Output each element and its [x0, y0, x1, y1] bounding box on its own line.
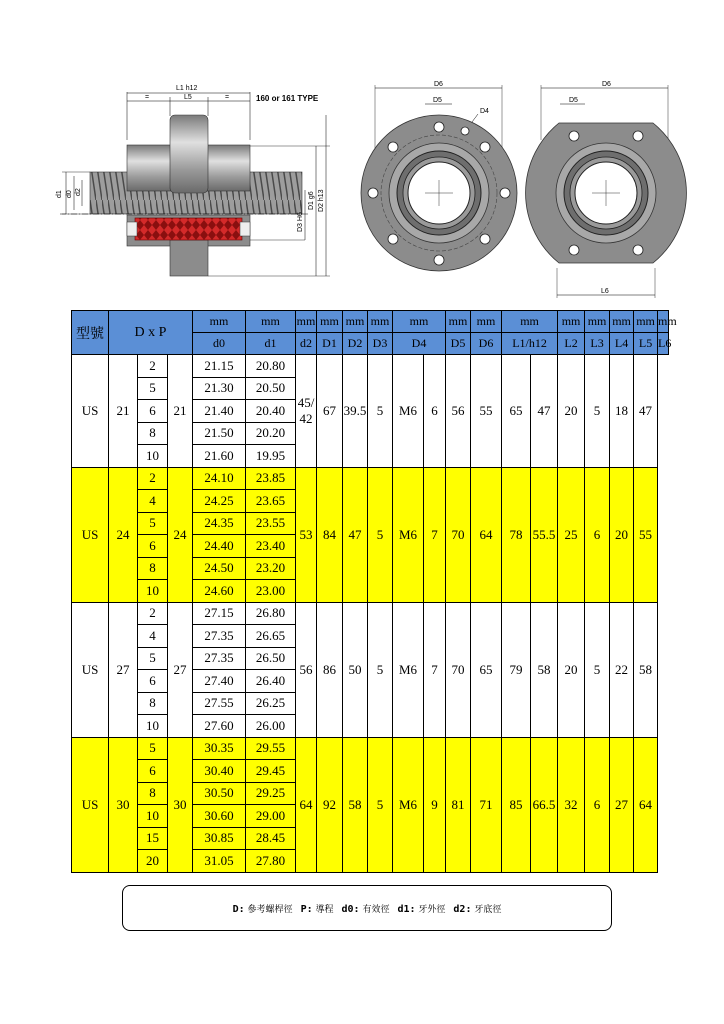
cell-D: 24 — [109, 467, 138, 602]
cell-d1: 30.35 — [193, 737, 246, 760]
dim-d2: d2 — [75, 188, 82, 196]
cell-d2: 26.65 — [246, 625, 296, 648]
legend-item — [453, 902, 501, 915]
unit: mm — [446, 311, 471, 333]
cell-L4: 5 — [585, 602, 610, 737]
cell-L2: 66.5 — [531, 737, 558, 872]
cell-d2: 26.40 — [246, 670, 296, 693]
dim-D1: D1 g6 — [308, 191, 315, 210]
cell-D3: 39.5 — [343, 355, 368, 468]
unit: mm — [317, 311, 343, 333]
cell-L4: 6 — [585, 467, 610, 602]
cell-D5: 7 — [424, 467, 446, 602]
cell-D1: 53 — [296, 467, 317, 602]
table-body — [72, 355, 669, 873]
cell-D6: 81 — [446, 737, 471, 872]
unit: mm — [634, 311, 658, 333]
cell-L3: 20 — [558, 355, 585, 468]
cell-model: US — [72, 355, 109, 468]
dim-D2: D2 h13 — [318, 189, 325, 212]
dim-D4: D4 — [480, 108, 489, 115]
header-d2: d2 — [296, 333, 317, 355]
cell-d0: 24 — [168, 467, 193, 602]
cell-D3: 58 — [343, 737, 368, 872]
cell-d2: 26.25 — [246, 692, 296, 715]
header-D1: D1 — [317, 333, 343, 355]
cell-d1: 30.60 — [193, 805, 246, 828]
cell-P: 8 — [138, 692, 168, 715]
cell-D6: 56 — [446, 355, 471, 468]
cell-P: 8 — [138, 422, 168, 445]
cell-P: 10 — [138, 445, 168, 468]
cell-d1: 30.40 — [193, 760, 246, 783]
cell-d1: 21.50 — [193, 422, 246, 445]
cell-L2: 58 — [531, 602, 558, 737]
cell-d1: 30.50 — [193, 782, 246, 805]
cell-d1: 21.40 — [193, 400, 246, 423]
dim-eq-right: = — [225, 94, 230, 101]
unit: mm — [296, 311, 317, 333]
header-D5: D5 — [446, 333, 471, 355]
cell-L1b: 78 — [502, 467, 531, 602]
cell-D5: 7 — [424, 602, 446, 737]
cell-L2: 55.5 — [531, 467, 558, 602]
cell-L4: 6 — [585, 737, 610, 872]
dim-D6-round: D6 — [434, 81, 443, 88]
cell-P: 10 — [138, 580, 168, 603]
legend-item — [233, 902, 293, 915]
unit: mm — [585, 311, 610, 333]
header-d1: d1 — [246, 333, 296, 355]
header-dxp: D x P — [109, 311, 193, 355]
cell-P: 6 — [138, 760, 168, 783]
cell-D1: 45/ 42 — [296, 355, 317, 468]
cell-d2: 23.55 — [246, 512, 296, 535]
cell-d1: 27.15 — [193, 602, 246, 625]
cell-P: 4 — [138, 490, 168, 513]
cell-d1: 21.60 — [193, 445, 246, 468]
cell-d2: 19.95 — [246, 445, 296, 468]
cell-D1: 64 — [296, 737, 317, 872]
dim-d1: d1 — [56, 190, 63, 198]
header-D4: D4 — [393, 333, 446, 355]
cell-D1: 56 — [296, 602, 317, 737]
cell-d1: 24.60 — [193, 580, 246, 603]
cell-L1b: 79 — [502, 602, 531, 737]
cell-P: 6 — [138, 670, 168, 693]
header-L5: L5 — [634, 333, 658, 355]
header-D3: D3 — [368, 333, 393, 355]
unit: mm — [502, 311, 558, 333]
cell-d2: 29.00 — [246, 805, 296, 828]
cell-D4b: M6 — [393, 737, 424, 872]
cell-d2: 29.25 — [246, 782, 296, 805]
legend-box — [122, 885, 612, 931]
cell-D6: 70 — [446, 602, 471, 737]
table-row — [72, 737, 669, 760]
technical-drawings — [0, 0, 724, 305]
dim-L5: L5 — [184, 94, 192, 101]
cell-d2: 20.50 — [246, 377, 296, 400]
cell-d1: 27.35 — [193, 625, 246, 648]
cell-L5: 22 — [610, 602, 634, 737]
cell-D4a: 5 — [368, 602, 393, 737]
cell-L6: 64 — [634, 737, 658, 872]
cell-d2: 26.00 — [246, 715, 296, 738]
legend-key: d1: — [397, 903, 416, 915]
header-D6: D6 — [471, 333, 502, 355]
cell-d2: 23.65 — [246, 490, 296, 513]
cell-d1: 24.10 — [193, 467, 246, 490]
header-L6: L6 — [658, 333, 669, 355]
type-label: 160 or 161 TYPE — [256, 94, 319, 103]
cell-L6: 47 — [634, 355, 658, 468]
cell-P: 5 — [138, 647, 168, 670]
cell-D2: 67 — [317, 355, 343, 468]
cell-D4a: 5 — [368, 355, 393, 468]
unit: mm — [246, 311, 296, 333]
cell-d1: 24.25 — [193, 490, 246, 513]
legend-item — [397, 902, 445, 915]
cell-d0: 27 — [168, 602, 193, 737]
unit: mm — [368, 311, 393, 333]
cell-L5: 27 — [610, 737, 634, 872]
cell-P: 10 — [138, 805, 168, 828]
cell-L5: 18 — [610, 355, 634, 468]
dim-L1: L1 h12 — [176, 85, 198, 92]
cell-d2: 20.40 — [246, 400, 296, 423]
dim-D3: D3 H6 — [297, 212, 304, 232]
cell-d2: 26.50 — [246, 647, 296, 670]
cell-d2: 23.85 — [246, 467, 296, 490]
legend-text: 牙外徑 — [418, 904, 446, 915]
unit: mm — [193, 311, 246, 333]
header-D2: D2 — [343, 333, 368, 355]
legend-key: D: — [232, 903, 245, 915]
cell-model: US — [72, 737, 109, 872]
header-L1: L1/h12 — [502, 333, 558, 355]
cell-L1a: 71 — [471, 737, 502, 872]
cell-P: 10 — [138, 715, 168, 738]
legend-text: 牙底徑 — [474, 904, 502, 915]
front-view-square — [526, 81, 687, 298]
cell-L4: 5 — [585, 355, 610, 468]
legend-text: 參考螺桿徑 — [247, 904, 293, 915]
unit: mm — [658, 311, 669, 333]
cell-D: 27 — [109, 602, 138, 737]
table-row — [72, 355, 669, 378]
unit: mm — [393, 311, 446, 333]
cell-L5: 20 — [610, 467, 634, 602]
cell-D2: 84 — [317, 467, 343, 602]
cell-L3: 25 — [558, 467, 585, 602]
cell-D5: 6 — [424, 355, 446, 468]
cell-P: 4 — [138, 625, 168, 648]
side-view — [56, 85, 330, 276]
cell-d2: 29.55 — [246, 737, 296, 760]
cell-d0: 30 — [168, 737, 193, 872]
cell-L2: 47 — [531, 355, 558, 468]
cell-d1: 21.15 — [193, 355, 246, 378]
cell-d1: 31.05 — [193, 850, 246, 873]
dim-D5-square: D5 — [569, 97, 578, 104]
cell-L6: 58 — [634, 602, 658, 737]
cell-d1: 27.40 — [193, 670, 246, 693]
cell-D5: 9 — [424, 737, 446, 872]
cell-L1a: 64 — [471, 467, 502, 602]
cell-D4b: M6 — [393, 602, 424, 737]
cell-model: US — [72, 467, 109, 602]
header-L4: L4 — [610, 333, 634, 355]
dim-D6-square: D6 — [602, 81, 611, 88]
cell-d1: 30.85 — [193, 827, 246, 850]
dim-D5-round: D5 — [433, 97, 442, 104]
dim-eq-left: = — [145, 94, 150, 101]
spec-table — [71, 310, 677, 873]
cell-D4b: M6 — [393, 467, 424, 602]
cell-P: 5 — [138, 737, 168, 760]
cell-D4a: 5 — [368, 467, 393, 602]
cell-d2: 28.45 — [246, 827, 296, 850]
cell-d1: 27.35 — [193, 647, 246, 670]
cell-model: US — [72, 602, 109, 737]
unit: mm — [471, 311, 502, 333]
cell-D: 21 — [109, 355, 138, 468]
cell-d2: 26.80 — [246, 602, 296, 625]
cell-L1a: 65 — [471, 602, 502, 737]
header-L2: L2 — [558, 333, 585, 355]
cell-d1: 27.60 — [193, 715, 246, 738]
legend-key: d0: — [341, 903, 360, 915]
header-d0: d0 — [193, 333, 246, 355]
cell-d2: 27.80 — [246, 850, 296, 873]
cell-d2: 20.80 — [246, 355, 296, 378]
cell-P: 8 — [138, 782, 168, 805]
cell-P: 6 — [138, 535, 168, 558]
legend-key: d2: — [453, 903, 472, 915]
legend-text: 有效徑 — [362, 904, 390, 915]
legend-key: P: — [300, 903, 313, 915]
cell-d1: 24.50 — [193, 557, 246, 580]
unit: mm — [610, 311, 634, 333]
cell-d1: 24.35 — [193, 512, 246, 535]
cell-P: 5 — [138, 377, 168, 400]
unit: mm — [558, 311, 585, 333]
header-L3: L3 — [585, 333, 610, 355]
legend-item — [342, 902, 390, 915]
cell-L1b: 65 — [502, 355, 531, 468]
cell-L1b: 85 — [502, 737, 531, 872]
cell-P: 5 — [138, 512, 168, 535]
cell-D: 30 — [109, 737, 138, 872]
cell-L6: 55 — [634, 467, 658, 602]
dim-d0: d0 — [66, 190, 73, 198]
cell-D2: 92 — [317, 737, 343, 872]
cell-P: 2 — [138, 602, 168, 625]
cell-d2: 20.20 — [246, 422, 296, 445]
cell-d1: 21.30 — [193, 377, 246, 400]
cell-d1: 27.55 — [193, 692, 246, 715]
unit: mm — [343, 311, 368, 333]
legend-item — [301, 902, 334, 915]
legend-text: 導程 — [315, 904, 334, 915]
cell-P: 2 — [138, 355, 168, 378]
cell-P: 15 — [138, 827, 168, 850]
cell-d2: 29.45 — [246, 760, 296, 783]
cell-L1a: 55 — [471, 355, 502, 468]
cell-L3: 20 — [558, 602, 585, 737]
cell-d0: 21 — [168, 355, 193, 468]
cell-d2: 23.40 — [246, 535, 296, 558]
cell-D6: 70 — [446, 467, 471, 602]
cell-D2: 86 — [317, 602, 343, 737]
cell-D3: 50 — [343, 602, 368, 737]
cell-d1: 24.40 — [193, 535, 246, 558]
front-view-round — [361, 81, 517, 271]
cell-d2: 23.20 — [246, 557, 296, 580]
cell-P: 6 — [138, 400, 168, 423]
cell-D4a: 5 — [368, 737, 393, 872]
dim-L6: L6 — [601, 288, 609, 295]
cell-P: 2 — [138, 467, 168, 490]
cell-D4b: M6 — [393, 355, 424, 468]
cell-P: 8 — [138, 557, 168, 580]
cell-d2: 23.00 — [246, 580, 296, 603]
cell-P: 20 — [138, 850, 168, 873]
cell-L3: 32 — [558, 737, 585, 872]
cell-D3: 47 — [343, 467, 368, 602]
header-model: 型號 — [72, 311, 109, 355]
table-row — [72, 602, 669, 625]
table-row — [72, 467, 669, 490]
